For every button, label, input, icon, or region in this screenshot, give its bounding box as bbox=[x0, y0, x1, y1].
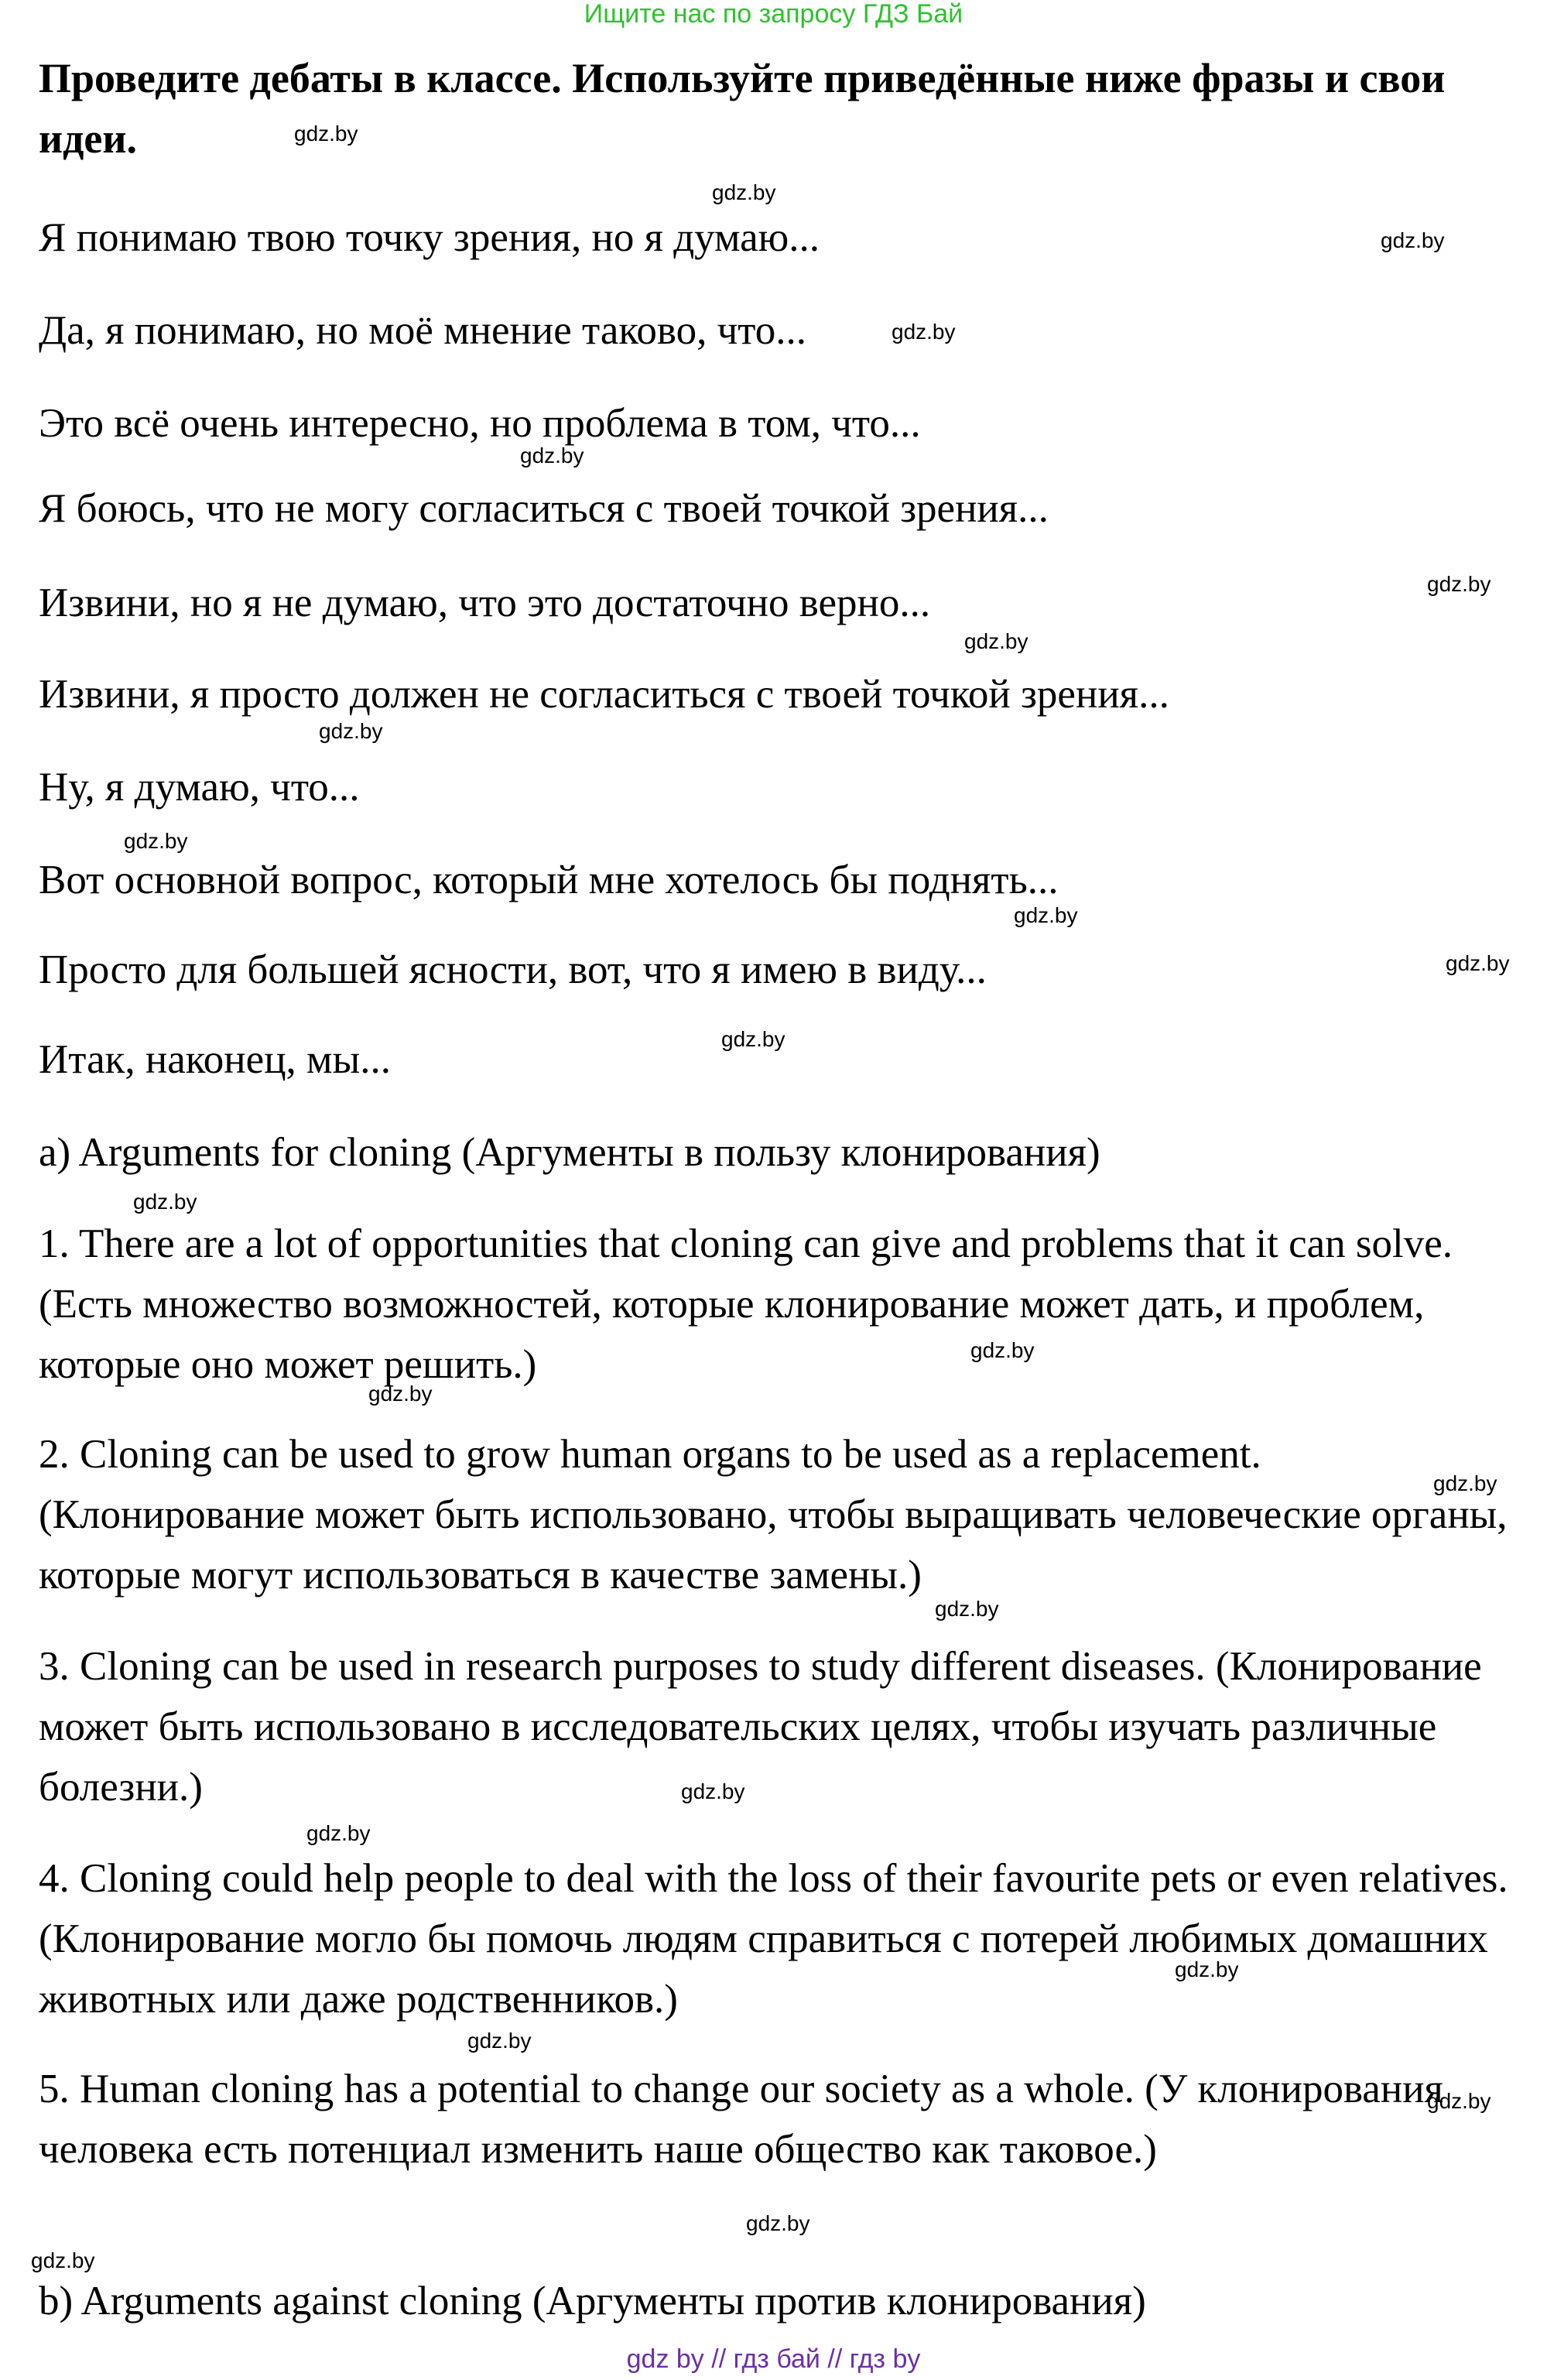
watermark: gdz.by bbox=[520, 443, 584, 467]
phrase-10: Итак, наконец, мы... bbox=[39, 1037, 391, 1082]
watermark: gdz.by bbox=[1427, 572, 1491, 596]
phrase-1: Я понимаю твою точку зрения, но я думаю... bbox=[39, 215, 820, 260]
phrase-7: Ну, я думаю, что... bbox=[39, 765, 360, 810]
watermark: gdz.by bbox=[31, 2248, 95, 2272]
watermark: gdz.by bbox=[1175, 1957, 1239, 1981]
watermark: gdz.by bbox=[1381, 228, 1445, 252]
top-banner: Ищите нас по запросу ГДЗ Бай bbox=[584, 0, 963, 29]
watermark: gdz.by bbox=[1427, 2089, 1491, 2113]
watermark: gdz.by bbox=[681, 1779, 745, 1803]
watermark: gdz.by bbox=[294, 122, 358, 146]
argument-for-4: 4. Cloning could help people to deal with the loss of their favourite pets or even relatives. (Клонирование могло бы помочь людям справиться с потерей любимых домашних животных или даже родственников.) bbox=[39, 1856, 1508, 2022]
phrase-9: Просто для большей ясности, вот, что я имею в виду... bbox=[39, 947, 987, 992]
argument-for-1: 1. There are a lot of opportunities that cloning can give and problems that it can solve. (Есть множество возможностей, которые клонирование может дать, и проблем, которые оно может решить.) bbox=[39, 1221, 1453, 1387]
watermark: gdz.by bbox=[124, 829, 188, 853]
watermark: gdz.by bbox=[133, 1190, 197, 1214]
watermark: gdz.by bbox=[1014, 903, 1078, 927]
phrase-6: Извини, я просто должен не согласиться с твоей точкой зрения... bbox=[39, 672, 1169, 717]
watermark: gdz.by bbox=[964, 629, 1028, 653]
watermark: gdz.by bbox=[319, 719, 383, 743]
watermark: gdz.by bbox=[892, 320, 956, 344]
watermark: gdz.by bbox=[721, 1027, 785, 1051]
argument-for-5: 5. Human cloning has a potential to change our society as a whole. (У клонирования человека есть потенциал изменить наше общество как таковое.) bbox=[39, 2067, 1443, 2172]
watermark: gdz.by bbox=[746, 2211, 810, 2235]
watermark: gdz.by bbox=[970, 1338, 1035, 1362]
watermark: gdz.by bbox=[1446, 951, 1510, 975]
watermark: gdz.by bbox=[1433, 1471, 1497, 1495]
exercise-heading: Проведите дебаты в классе. Используйте приведённые ниже фразы и свои идеи. bbox=[39, 55, 1446, 162]
watermark: gdz.by bbox=[368, 1382, 433, 1406]
section-b-title: b) Arguments against cloning (Аргументы против клонирования) bbox=[39, 2279, 1146, 2323]
watermark: gdz.by bbox=[935, 1597, 999, 1621]
phrase-4: Я боюсь, что не могу согласиться с твоей точкой зрения... bbox=[39, 486, 1049, 531]
phrase-2: Да, я понимаю, но моё мнение таково, что... bbox=[39, 308, 806, 353]
watermark: gdz.by bbox=[306, 1821, 371, 1845]
phrase-3: Это всё очень интересно, но проблема в том, что... bbox=[39, 401, 921, 446]
watermark: gdz.by bbox=[467, 2029, 532, 2053]
section-a-title: a) Arguments for cloning (Аргументы в пользу клонирования) bbox=[39, 1130, 1100, 1175]
argument-for-3: 3. Cloning can be used in research purposes to study different diseases. (Клонирование может быть использовано в исследовательских целях, чтобы изучать различные болезни.) bbox=[39, 1644, 1482, 1810]
phrase-5: Извини, но я не думаю, что это достаточно верно... bbox=[39, 580, 931, 625]
footer-watermark: gdz by // гдз бай // гдз by bbox=[626, 2344, 921, 2374]
phrase-8: Вот основной вопрос, который мне хотелось бы поднять... bbox=[39, 858, 1059, 902]
watermark: gdz.by bbox=[712, 180, 776, 204]
argument-for-2: 2. Cloning can be used to grow human organs to be used as a replacement. (Клонирование может быть использовано, чтобы выращивать человеческие органы, которые могут использоваться в качестве замены.) bbox=[39, 1432, 1508, 1598]
